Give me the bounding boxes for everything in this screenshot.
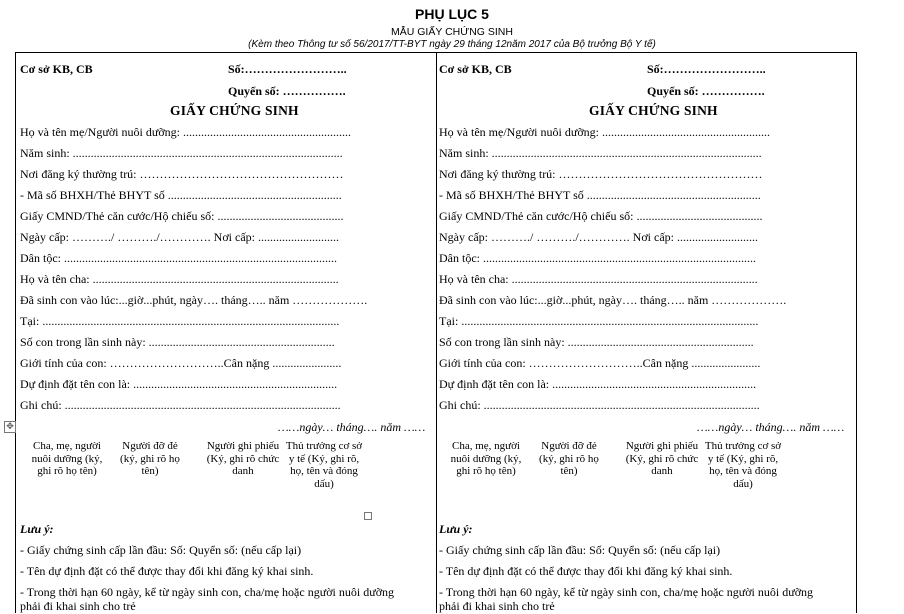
note-name-change: - Tên dự định đặt có thể được thay đổi khi đăng ký khai sinh. [20, 564, 314, 578]
book-field: Quyển số: ……………. [228, 84, 346, 98]
certificate-table [15, 52, 857, 613]
field-intended-name: Dự định đặt tên con là: .................................................................... [439, 377, 757, 391]
notes-heading: Lưu ý: [20, 522, 54, 536]
field-children-count: Số con trong lần sinh này: .............................................................. [20, 335, 335, 349]
note-deadline: - Trong thời hạn 60 ngày, kể từ ngày sinh con, cha/mẹ hoặc người nuôi dưỡng [20, 585, 395, 599]
appendix-title: PHỤ LỤC 5 [415, 6, 489, 22]
signer-recorder: Người ghi phiếu (Ký, ghi rõ chức danh [206, 440, 280, 477]
field-birth-place: Tại: ................................................................................................... [20, 314, 340, 328]
form-subtitle: MẪU GIẤY CHỨNG SINH [391, 26, 513, 38]
field-gender-weight: Giới tính của con: ………………………..Cân nặng ....................... [20, 356, 342, 370]
field-mother-name: Họ và tên mẹ/Người nuôi dưỡng: ........................................................ [439, 125, 771, 139]
note-first-issue: - Giấy chứng sinh cấp lần đầu: Số: Quyển số: (nếu cấp lại) [439, 543, 721, 557]
field-residence: Nơi đăng ký thường trú: …………………………………………… [439, 167, 763, 181]
signer-midwife: Người đỡ đẻ (ký, ghi rõ họ tên) [539, 440, 599, 477]
note-first-issue: - Giấy chứng sinh cấp lần đầu: Số: Quyển số: (nếu cấp lại) [20, 543, 302, 557]
field-father-name: Họ và tên cha: .................................................................................. [20, 272, 339, 286]
field-mother-name: Họ và tên mẹ/Người nuôi dưỡng: ........................................................ [20, 125, 352, 139]
certificate-title: GIẤY CHỨNG SINH [589, 103, 718, 118]
field-issue-date: Ngày cấp: ………./ ………./…………. Nơi cấp: ........................... [20, 230, 339, 244]
number-field: Số:…………………….. [228, 62, 347, 76]
note-deadline-cont: phải đi khai sinh cho trẻ [20, 599, 136, 613]
field-children-count: Số con trong lần sinh này: .............................................................. [439, 335, 754, 349]
book-field: Quyển số: ……………. [647, 84, 765, 98]
certificate-title: GIẤY CHỨNG SINH [170, 103, 299, 118]
certificate-copy-left [20, 53, 438, 613]
notes-heading: Lưu ý: [439, 522, 473, 536]
field-gender-weight: Giới tính của con: ………………………..Cân nặng ....................... [439, 356, 761, 370]
signer-parent: Cha, mẹ, người nuôi dưỡng (ký, ghi rõ họ tên) [450, 440, 522, 477]
legal-reference-note: (Kèm theo Thông tư số 56/2017/TT-BYT ngày 29 tháng 12năm 2017 của Bộ trưởng Bộ Y tế) [248, 39, 656, 50]
note-deadline-cont: phải đi khai sinh cho trẻ [439, 599, 555, 613]
field-issue-date: Ngày cấp: ………./ ………./…………. Nơi cấp: ........................... [439, 230, 758, 244]
facility-label: Cơ sở KB, CB [20, 62, 93, 76]
field-id-number: Giấy CMND/Thẻ căn cước/Hộ chiếu số: .......................................... [20, 209, 344, 223]
note-name-change: - Tên dự định đặt có thể được thay đổi khi đăng ký khai sinh. [439, 564, 733, 578]
field-intended-name: Dự định đặt tên con là: .................................................................... [20, 377, 338, 391]
field-birth-year: Năm sinh: .......................................................................................... [20, 146, 343, 160]
field-birth-time: Đã sinh con vào lúc:...giờ...phút, ngày…. tháng….. năm ………………. [439, 293, 787, 307]
table-move-handle-icon[interactable]: ✥ [4, 421, 16, 433]
field-insurance-number: - Mã số BHXH/Thẻ BHYT số .......................................................... [20, 188, 342, 202]
note-deadline: - Trong thời hạn 60 ngày, kể từ ngày sinh con, cha/mẹ hoặc người nuôi dưỡng [439, 585, 814, 599]
field-birth-place: Tại: ................................................................................................... [439, 314, 759, 328]
field-notes: Ghi chú: ............................................................................................ [20, 398, 341, 412]
field-ethnicity: Dân tộc: ........................................................................................... [439, 251, 756, 265]
certificate-copy-right [439, 53, 857, 613]
signer-facility-head: Thủ trưởng cơ sở y tế (Ký, ghi rõ, họ, tên và đóng dấu) [285, 440, 363, 490]
field-insurance-number: - Mã số BHXH/Thẻ BHYT số .......................................................... [439, 188, 761, 202]
facility-label: Cơ sở KB, CB [439, 62, 512, 76]
number-field: Số:…………………….. [647, 62, 766, 76]
signing-date-line: ……ngày… tháng…. năm …… [278, 420, 426, 434]
field-id-number: Giấy CMND/Thẻ căn cước/Hộ chiếu số: .......................................... [439, 209, 763, 223]
field-notes: Ghi chú: ............................................................................................ [439, 398, 760, 412]
table-resize-handle-icon[interactable] [364, 512, 372, 520]
field-ethnicity: Dân tộc: ........................................................................................... [20, 251, 337, 265]
field-father-name: Họ và tên cha: .................................................................................. [439, 272, 758, 286]
field-residence: Nơi đăng ký thường trú: …………………………………………… [20, 167, 344, 181]
signer-parent: Cha, mẹ, người nuôi dưỡng (ký, ghi rõ họ tên) [31, 440, 103, 477]
signer-midwife: Người đỡ đẻ (ký, ghi rõ họ tên) [120, 440, 180, 477]
field-birth-year: Năm sinh: .......................................................................................... [439, 146, 762, 160]
signer-recorder: Người ghi phiếu (Ký, ghi rõ chức danh [625, 440, 699, 477]
signer-facility-head: Thủ trưởng cơ sở y tế (Ký, ghi rõ, họ, tên và đóng dấu) [704, 440, 782, 490]
signing-date-line: ……ngày… tháng…. năm …… [697, 420, 845, 434]
field-birth-time: Đã sinh con vào lúc:...giờ...phút, ngày…. tháng….. năm ………………. [20, 293, 368, 307]
